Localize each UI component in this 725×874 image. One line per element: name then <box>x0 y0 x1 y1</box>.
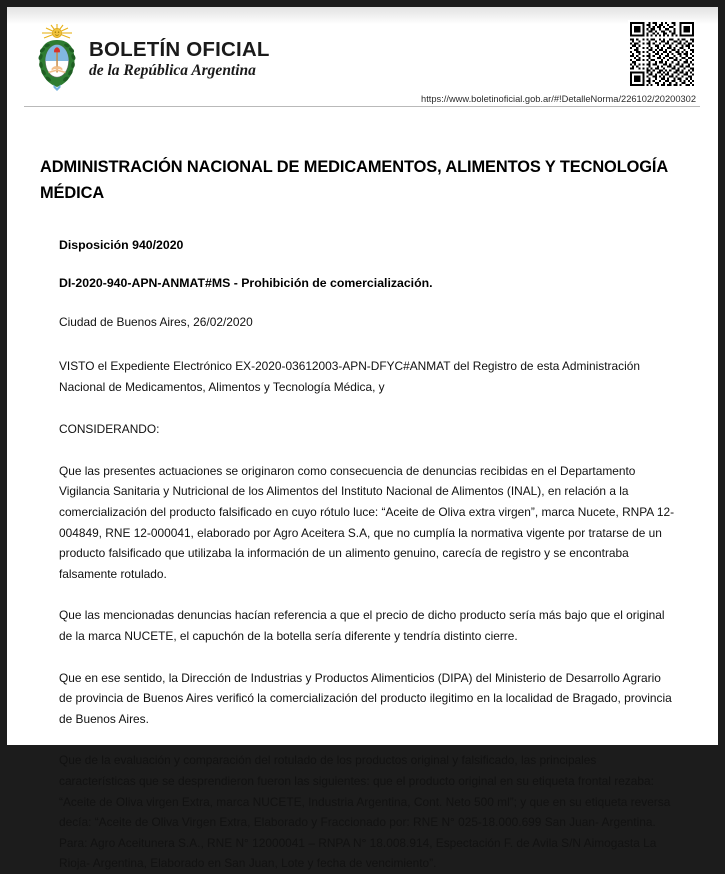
considerando-paragraph: Que en ese sentido, la Dirección de Industrias y Productos Alimenticios (DIPA) del Ministerio de Desarrollo Agrario de provincia de Buenos Aires verificó la comercialización del producto ilegitimo en la localidad de Bragado, provincia de Buenos Aires. <box>59 670 672 726</box>
brand-text <box>89 37 270 79</box>
brand-subtitle: de la República Argentina <box>89 62 256 79</box>
document-body <box>7 237 718 874</box>
visto-paragraph: VISTO el Expediente Electrónico EX-2020-03612003-APN-DFYC#ANMAT del Registro de esta Administración Nacional de Medicamentos, Alimentos y Tecnología Médica, y <box>59 359 640 394</box>
boletin-oficial-logo <box>34 22 270 96</box>
disposition-code: DI-2020-940-APN-ANMAT#MS - Prohibición de comercialización. <box>59 276 433 290</box>
brand-title: BOLETÍN OFICIAL <box>89 37 270 61</box>
page-title: ADMINISTRACIÓN NACIONAL DE MEDICAMENTOS, ALIMENTOS Y TECNOLOGÍA MÉDICA <box>40 158 668 202</box>
document-url: https://www.boletinoficial.gob.ar/#!DetalleNorma/226102/20200302 <box>421 94 696 104</box>
considerando-paragraph: Que las presentes actuaciones se originaron como consecuencia de denuncias recibidas en el Departamento Vigilancia Sanitaria y Nutricional de los Alimentos del Instituto Nacional de Alimentos (INAL), en relación a la comercialización del producto falsificado en cuyo rótulo luce: “Aceite de Oliva extra virgen”, marca Nucete, RNPA 12-004849, RNE 12-000041, elaborado por Agro Aceitera S.A, que no cumplía la normativa vigente por tratarse de un producto falsificado que utilizaba la información de un alimento genuino, carecía de registro y se encontraba falsamente rotulado. <box>59 463 675 581</box>
qr-code-icon <box>628 20 696 88</box>
document-page <box>7 7 718 871</box>
masthead <box>7 7 718 106</box>
considerando-paragraph: Que las mencionadas denuncias hacían referencia a que el precio de dicho producto sería más bajo que el original de la marca NUCETE, el capuchón de la botella sería diferente y tendría distinto cierre. <box>59 608 665 643</box>
considerando-heading: CONSIDERANDO: <box>59 422 160 437</box>
qr-code-graphic <box>628 20 696 88</box>
city-and-date: Ciudad de Buenos Aires, 26/02/2020 <box>59 315 253 329</box>
document-content <box>7 106 718 874</box>
disposition-number: Disposición 940/2020 <box>59 238 184 252</box>
considerando-paragraph: Que de la evaluación y comparación del rotulado de los productos original y falsificado, las principales características que se desprendieron fueron las siguientes: que el producto original en su etiqueta frontal rezaba: “Aceite de Oliva virgen Extra, marca NUCETE, Industria Argentina, Cont. Neto 500 ml”; y que en su etiqueta reversa decía: “Aceite de Oliva Virgen Extra, Elaborado y Fraccionado por: RNE N° 025-18.000.699 San Juan- Argentina. Para: Agro Aceitunera S.A., RNE N° 12000041 – RNPA N° 18.008.914, Espectación F. de Avila S/N Aimogasta La Rioja- Argentina, Elaborado en San Juan, Lote y fecha de vencimiento”. <box>59 753 671 871</box>
argentina-coat-of-arms-icon <box>34 22 80 96</box>
